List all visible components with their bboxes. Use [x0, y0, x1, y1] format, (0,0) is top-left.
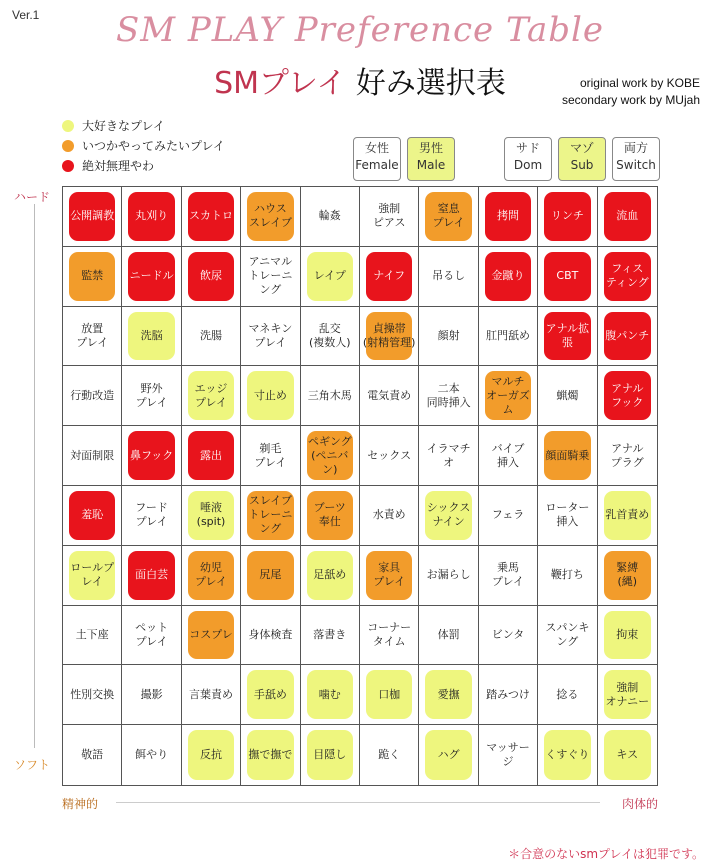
- grid-cell[interactable]: [598, 725, 657, 785]
- grid-cell[interactable]: [360, 426, 419, 486]
- cell-label: 丸刈り: [135, 209, 169, 223]
- grid-cell[interactable]: [122, 725, 181, 785]
- grid-cell[interactable]: [360, 366, 419, 426]
- cell-label: 拷問: [496, 209, 519, 223]
- grid-cell[interactable]: [241, 366, 300, 426]
- grid-cell[interactable]: [598, 486, 657, 546]
- preference-grid: [62, 186, 658, 786]
- cell-label: 拘束: [616, 627, 639, 641]
- cell-label: ナイフ: [373, 269, 406, 283]
- role-sub-option[interactable]: [558, 137, 606, 181]
- cell-label: セックス: [367, 448, 412, 462]
- cell-label: マルチ オーガズ ム: [486, 374, 530, 416]
- cell-label: CBT: [556, 269, 579, 283]
- cell-label: 電気責め: [367, 388, 412, 402]
- cell-label: マネキン プレイ: [248, 321, 293, 349]
- cell-label: 金蹴り: [491, 269, 525, 283]
- grid-cell[interactable]: [122, 307, 181, 367]
- cell-label: 野外 プレイ: [135, 381, 168, 409]
- grid-cell[interactable]: [538, 725, 597, 785]
- axis-label-hard: ハード: [14, 190, 51, 204]
- grid-cell[interactable]: [598, 426, 657, 486]
- cell-label: 対面制限: [70, 448, 115, 462]
- grid-cell[interactable]: [241, 725, 300, 785]
- cell-label: コーナー タイム: [367, 620, 412, 648]
- option-jp: サド: [515, 141, 540, 155]
- cell-label: ビンタ: [491, 627, 525, 641]
- cell-label: ペギング (ペニバ ン): [307, 434, 352, 476]
- grid-cell[interactable]: [241, 247, 300, 307]
- grid-cell[interactable]: [419, 546, 478, 606]
- cell-label: ロールプ レイ: [70, 561, 115, 589]
- role-dom-option[interactable]: [504, 137, 552, 181]
- grid-cell[interactable]: [241, 426, 300, 486]
- grid-cell[interactable]: [182, 426, 241, 486]
- cell-label: リンチ: [550, 209, 584, 223]
- cell-label: キス: [616, 748, 639, 762]
- cell-label: 洗腸: [199, 328, 222, 342]
- grid-cell[interactable]: [301, 665, 360, 725]
- cell-label: 輪姦: [318, 209, 341, 223]
- cell-label: イラマチ オ: [426, 441, 471, 469]
- grid-cell[interactable]: [63, 546, 122, 606]
- cell-label: 敬語: [81, 748, 104, 762]
- cell-label: 尻尾: [259, 568, 282, 582]
- grid-cell[interactable]: [479, 665, 538, 725]
- grid-cell[interactable]: [419, 247, 478, 307]
- grid-cell[interactable]: [598, 307, 657, 367]
- grid-cell[interactable]: [538, 665, 597, 725]
- cell-label: くすぐり: [545, 748, 590, 762]
- legend-orange-dot-icon: [62, 140, 74, 152]
- grid-cell[interactable]: [301, 187, 360, 247]
- legend-label: 絶対無理やわ: [82, 159, 155, 173]
- grid-cell[interactable]: [182, 187, 241, 247]
- cell-label: 二本 同時挿入: [426, 381, 471, 409]
- version-label: Ver.1: [12, 8, 40, 22]
- cell-label: 性別交換: [70, 687, 115, 701]
- cell-label: 顔面騎乗: [545, 448, 590, 462]
- cell-label: 幼児 プレイ: [194, 561, 227, 589]
- cell-label: 放置 プレイ: [76, 321, 109, 349]
- grid-cell[interactable]: [419, 486, 478, 546]
- legend-label: いつかやってみたいプレイ: [82, 139, 225, 153]
- grid-cell[interactable]: [360, 725, 419, 785]
- grid-cell[interactable]: [63, 247, 122, 307]
- grid-cell[interactable]: [301, 606, 360, 666]
- grid-cell[interactable]: [419, 665, 478, 725]
- grid-cell[interactable]: [241, 606, 300, 666]
- grid-cell[interactable]: [301, 725, 360, 785]
- cell-label: スカトロ: [188, 209, 233, 223]
- title-japanese-sm: SMプレイ: [214, 66, 347, 101]
- cell-label: ハウス スレイブ: [248, 202, 292, 230]
- cell-label: 乱交 (複数人): [309, 321, 351, 349]
- cell-label: スパンキ ング: [545, 620, 590, 648]
- grid-cell[interactable]: [419, 187, 478, 247]
- cell-label: 腹パンチ: [605, 328, 650, 342]
- footer-note: ＊合意のないsmプレイは犯罪です。: [508, 847, 704, 861]
- cell-label: 跪く: [378, 748, 401, 762]
- grid-cell[interactable]: [122, 665, 181, 725]
- cell-label: 洗脳: [140, 328, 163, 342]
- cell-label: フード プレイ: [135, 501, 168, 529]
- legend-item-no: [62, 157, 154, 174]
- grid-cell[interactable]: [301, 426, 360, 486]
- grid-cell[interactable]: [598, 546, 657, 606]
- grid-cell[interactable]: [182, 606, 241, 666]
- grid-cell[interactable]: [241, 486, 300, 546]
- grid-cell[interactable]: [538, 307, 597, 367]
- grid-cell[interactable]: [122, 426, 181, 486]
- grid-cell[interactable]: [598, 606, 657, 666]
- vertical-axis-line: [34, 204, 35, 748]
- cell-label: 乗馬 プレイ: [491, 561, 524, 589]
- grid-cell[interactable]: [182, 307, 241, 367]
- grid-cell[interactable]: [360, 187, 419, 247]
- cell-label: 鞭打ち: [550, 568, 584, 582]
- cell-label: コスプレ: [189, 627, 233, 641]
- cell-label: 反抗: [199, 748, 222, 762]
- legend-yellow-dot-icon: [62, 120, 74, 132]
- credit-secondary: secondary work by MUjah: [561, 93, 700, 107]
- grid-cell[interactable]: [479, 366, 538, 426]
- grid-cell[interactable]: [122, 187, 181, 247]
- grid-cell[interactable]: [241, 307, 300, 367]
- cell-label: バイブ 挿入: [491, 441, 525, 469]
- option-jp: 両方: [623, 141, 648, 155]
- grid-cell[interactable]: [182, 546, 241, 606]
- option-en: Switch: [616, 158, 656, 172]
- legend-label: 大好きなプレイ: [82, 119, 165, 133]
- cell-label: お漏らし: [426, 568, 471, 582]
- option-en: Male: [416, 158, 446, 172]
- legend-item-love: [62, 117, 165, 134]
- grid-cell[interactable]: [538, 187, 597, 247]
- cell-label: 三角木馬: [307, 388, 352, 402]
- option-en: Female: [355, 158, 399, 172]
- grid-cell[interactable]: [479, 426, 538, 486]
- cell-label: 目隠し: [313, 748, 347, 762]
- credit-original: original work by KOBE: [579, 76, 700, 90]
- grid-cell[interactable]: [479, 546, 538, 606]
- cell-label: 足舐め: [313, 568, 347, 582]
- cell-label: 水責め: [372, 508, 406, 522]
- grid-cell[interactable]: [419, 725, 478, 785]
- cell-label: エッジ プレイ: [194, 381, 228, 409]
- cell-label: 体罰: [437, 627, 460, 641]
- grid-cell[interactable]: [63, 665, 122, 725]
- grid-cell[interactable]: [301, 546, 360, 606]
- cell-label: 愛撫: [437, 687, 460, 701]
- grid-cell[interactable]: [479, 187, 538, 247]
- grid-cell[interactable]: [419, 366, 478, 426]
- cell-label: ハグ: [437, 748, 460, 762]
- cell-label: 窒息 プレイ: [432, 202, 465, 230]
- cell-label: 寸止め: [253, 388, 287, 402]
- grid-cell[interactable]: [182, 665, 241, 725]
- grid-cell[interactable]: [360, 665, 419, 725]
- grid-cell[interactable]: [301, 247, 360, 307]
- cell-label: 言葉責め: [188, 687, 233, 701]
- cell-label: 身体検査: [248, 627, 293, 641]
- horizontal-axis-line: [116, 802, 600, 803]
- cell-label: 監禁: [81, 269, 104, 283]
- cell-label: ブーツ 奉仕: [313, 501, 346, 529]
- cell-label: 土下座: [75, 627, 109, 641]
- grid-cell[interactable]: [598, 366, 657, 426]
- grid-cell[interactable]: [538, 247, 597, 307]
- cell-label: シックス ナイン: [426, 501, 471, 529]
- grid-cell[interactable]: [538, 546, 597, 606]
- cell-label: マッサー ジ: [486, 741, 530, 769]
- cell-label: 家具 プレイ: [373, 561, 406, 589]
- cell-label: スレイブ トレーニ ング: [248, 494, 293, 536]
- grid-cell[interactable]: [63, 426, 122, 486]
- cell-label: フェラ: [491, 508, 525, 522]
- grid-cell[interactable]: [598, 187, 657, 247]
- role-switch-option[interactable]: [612, 137, 660, 181]
- cell-label: アナル フック: [611, 381, 644, 409]
- axis-label-physical: 肉体的: [621, 797, 658, 811]
- cell-label: 落書き: [313, 627, 347, 641]
- grid-cell[interactable]: [182, 366, 241, 426]
- cell-label: フィス ティング: [605, 262, 649, 290]
- cell-label: 肛門舐め: [485, 328, 530, 342]
- gender-female-option[interactable]: [353, 137, 401, 181]
- cell-label: 行動改造: [70, 388, 115, 402]
- grid-cell[interactable]: [479, 486, 538, 546]
- grid-cell[interactable]: [122, 366, 181, 426]
- cell-label: 蝋燭: [556, 388, 579, 402]
- axis-label-soft: ソフト: [14, 758, 51, 772]
- cell-label: 撫で撫で: [248, 748, 293, 762]
- legend-item-want: [62, 137, 225, 154]
- grid-cell[interactable]: [301, 366, 360, 426]
- grid-cell[interactable]: [538, 426, 597, 486]
- grid-cell[interactable]: [538, 606, 597, 666]
- grid-cell[interactable]: [63, 725, 122, 785]
- grid-cell[interactable]: [241, 187, 300, 247]
- cell-label: 強制 オナニー: [605, 680, 650, 708]
- grid-cell[interactable]: [63, 307, 122, 367]
- cell-label: 露出: [199, 448, 222, 462]
- grid-cell[interactable]: [182, 247, 241, 307]
- grid-cell[interactable]: [479, 606, 538, 666]
- grid-cell[interactable]: [63, 606, 122, 666]
- grid-cell[interactable]: [63, 187, 122, 247]
- option-jp: 女性: [364, 141, 389, 155]
- grid-cell[interactable]: [360, 247, 419, 307]
- grid-cell[interactable]: [301, 307, 360, 367]
- grid-cell[interactable]: [419, 426, 478, 486]
- cell-label: アニマル トレーニ ング: [248, 255, 293, 297]
- grid-cell[interactable]: [479, 725, 538, 785]
- grid-cell[interactable]: [122, 486, 181, 546]
- grid-cell[interactable]: [301, 486, 360, 546]
- legend-red-dot-icon: [62, 160, 74, 172]
- grid-cell[interactable]: [598, 247, 657, 307]
- cell-label: 唾液 (spit): [196, 501, 226, 529]
- cell-label: 羞恥: [81, 508, 104, 522]
- grid-cell[interactable]: [360, 307, 419, 367]
- grid-cell[interactable]: [241, 546, 300, 606]
- cell-label: ペット プレイ: [135, 620, 169, 648]
- cell-label: 飲尿: [199, 269, 222, 283]
- cell-label: 鼻フック: [129, 448, 174, 462]
- grid-cell[interactable]: [538, 366, 597, 426]
- cell-label: 貞操帯 (射精管理): [362, 321, 416, 349]
- grid-cell[interactable]: [419, 307, 478, 367]
- grid-cell[interactable]: [360, 546, 419, 606]
- cell-label: 公開調教: [70, 209, 115, 223]
- grid-cell[interactable]: [479, 247, 538, 307]
- cell-label: 口枷: [378, 687, 401, 701]
- title-japanese-rest: 好み選択表: [355, 66, 506, 101]
- option-en: Dom: [513, 158, 543, 172]
- cell-label: 撮影: [140, 687, 163, 701]
- grid-cell[interactable]: [122, 606, 181, 666]
- cell-label: レイプ: [313, 269, 346, 283]
- cell-label: 噛む: [318, 687, 341, 701]
- grid-cell[interactable]: [419, 606, 478, 666]
- cell-label: 剃毛 プレイ: [254, 441, 287, 469]
- cell-label: 面白芸: [135, 568, 169, 582]
- grid-cell[interactable]: [360, 486, 419, 546]
- option-jp: マゾ: [570, 141, 594, 155]
- cell-label: アナル プラグ: [610, 441, 644, 469]
- cell-label: 緊縛 (縄): [616, 561, 639, 589]
- grid-cell[interactable]: [538, 486, 597, 546]
- cell-label: ニードル: [129, 269, 174, 283]
- option-en: Sub: [570, 158, 594, 172]
- gender-male-option[interactable]: [407, 137, 455, 181]
- cell-label: 強制 ピアス: [372, 202, 406, 230]
- cell-label: 餌やり: [135, 748, 169, 762]
- grid-cell[interactable]: [360, 606, 419, 666]
- grid-cell[interactable]: [122, 247, 181, 307]
- cell-label: 顔射: [437, 328, 460, 342]
- grid-cell[interactable]: [241, 665, 300, 725]
- axis-label-mental: 精神的: [62, 797, 99, 811]
- cell-label: 捻る: [556, 687, 579, 701]
- grid-cell[interactable]: [182, 486, 241, 546]
- cell-label: 踏みつけ: [486, 687, 530, 701]
- grid-cell[interactable]: [63, 366, 122, 426]
- grid-cell[interactable]: [598, 665, 657, 725]
- cell-label: 乳首責め: [605, 508, 650, 522]
- cell-label: 吊るし: [432, 269, 466, 283]
- cell-label: 手舐め: [253, 687, 287, 701]
- option-jp: 男性: [418, 141, 443, 155]
- title-english: SM PLAY Preference Table: [115, 10, 605, 50]
- grid-cell[interactable]: [122, 546, 181, 606]
- grid-cell[interactable]: [479, 307, 538, 367]
- cell-label: アナル拡 張: [545, 321, 590, 349]
- grid-cell[interactable]: [63, 486, 122, 546]
- grid-cell[interactable]: [182, 725, 241, 785]
- cell-label: ローター 挿入: [545, 501, 590, 529]
- cell-label: 流血: [616, 209, 639, 223]
